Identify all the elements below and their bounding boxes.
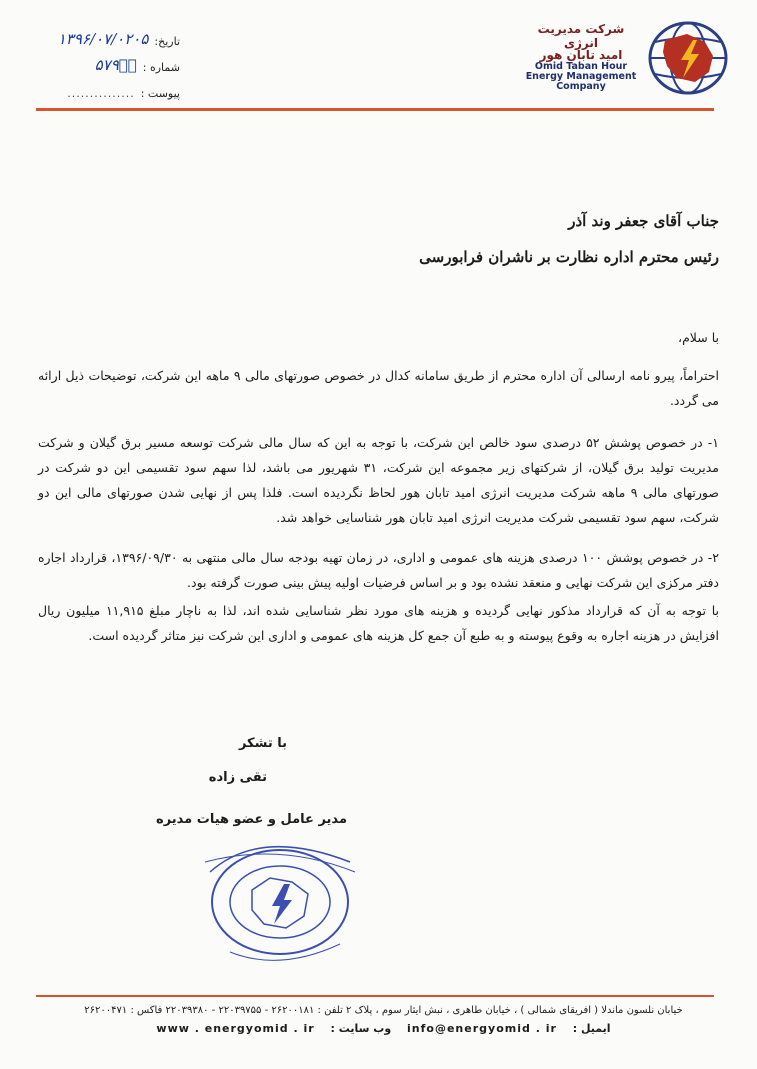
number-value: ۵۷۹۹ۤ: [94, 56, 137, 74]
company-seal-icon: [200, 832, 360, 967]
signer-name: تقی زاده: [208, 770, 267, 785]
logo-fa-line1: شرکت مدیریت انرژی: [537, 22, 625, 50]
signer-title: مدیر عامل و عضو هیات مدیره: [156, 812, 347, 827]
date-label: تاریخ:: [154, 35, 180, 48]
footer-contact: [50, 1022, 717, 1035]
number-row: [30, 48, 180, 74]
paragraph-item-2: ۲- در خصوص پوشش ۱۰۰ درصدی هزینه های عمومی و اداری، در زمان تهیه بودجه سال مالی منتهی به ۱۳۹۶/۰۹/۳۰، قرارداد اجاره دفتر مرکزی این شرکت نهایی و منعقد نشده بود و بر اساس فرضیات اولیه پیش بینی صورت گرفته بود.: [38, 550, 719, 590]
email-label: ایمیل :: [572, 1022, 611, 1035]
logo-en-line2: Energy Management: [525, 71, 637, 82]
paragraph-item-1: ۱- در خصوص پوشش ۵۲ درصدی سود خالص این شرکت، با توجه به این که سال مالی شرکت توسعه مسیر برق گیلان و شرکت مدیریت تولید برق گیلان، از شرکتهای زیر مجموعه این شرکت، ۳۱ شهریور می باشد، لذا سهم سود تقسیمی این دو شرکت در صورتهای مالی ۹ ماهه شرکت مدیریت انرژی امید تابان هور لحاظ نگردیده است. فلذا پس از نهایی شدن صورتهای مالی این دو شرکت، سهم سود تقسیمی شرکت مدیریت انرژی امید تابان هور شناسایی خواهد شد.: [38, 435, 719, 525]
footer-rule: [36, 995, 714, 997]
paragraph-conclusion: با توجه به آن که قرارداد مذکور نهایی گردیده و هزینه های مورد نظر شناسایی شده اند، لذا به ناچار مبلغ ۱۱,۹۱۵ میلیون ریال افزایش در هزینه اجاره به وقوع پیوسته و به طبع آن جمع کل هزینه های عمومی و اداری این شرکت نیز متاثر گردیده است.: [38, 603, 719, 643]
globe-icon: [647, 20, 729, 96]
attachment-value: ...............: [67, 87, 135, 100]
logo-text: [521, 22, 641, 92]
logo-fa-line2: امید تابان هور: [539, 48, 623, 62]
footer-address: خیابان نلسون ماندلا ( افریقای شمالی ) ، خیابان طاهری ، نبش ایثار سوم ، پلاک ۲ تلفن : ۲۶۲۰۰۱۸۱ - ۲۲۰۳۹۷۵۵ - ۲۲۰۳۹۳۸۰ فاکس : ۲۶۲۰۰۴۷۱: [84, 1005, 683, 1016]
number-label: شماره :: [142, 61, 180, 74]
date-row: [30, 22, 180, 48]
letter-meta: [30, 22, 180, 100]
attachment-row: [30, 74, 180, 100]
addressee-title: رئیس محترم اداره نظارت بر ناشران فرابورسی: [419, 248, 719, 266]
header-rule: [36, 108, 714, 111]
website-label: وب سایت :: [330, 1022, 392, 1035]
website-link[interactable]: www . energyomid . ir: [156, 1022, 315, 1035]
closing-text: با تشکر: [238, 736, 287, 751]
greeting: با سلام،: [678, 330, 719, 345]
paragraph-intro: احتراماً، پیرو نامه ارسالی آن اداره محترم از طریق سامانه کدال در خصوص صورتهای مالی ۹ ماهه این شرکت، توضیحات ذیل ارائه می گردد.: [38, 368, 719, 408]
company-logo: [519, 20, 729, 96]
logo-en-line1: Omid Taban Hour: [534, 61, 628, 72]
attachment-label: پیوست :: [140, 87, 180, 100]
logo-en-line3: Company: [556, 81, 606, 92]
date-value: ۱۳۹۶/۰۷/۰۲۰۵: [57, 30, 149, 48]
email-link[interactable]: info@energyomid . ir: [407, 1022, 557, 1035]
addressee-name: جناب آقای جعفر وند آذر: [568, 212, 719, 230]
